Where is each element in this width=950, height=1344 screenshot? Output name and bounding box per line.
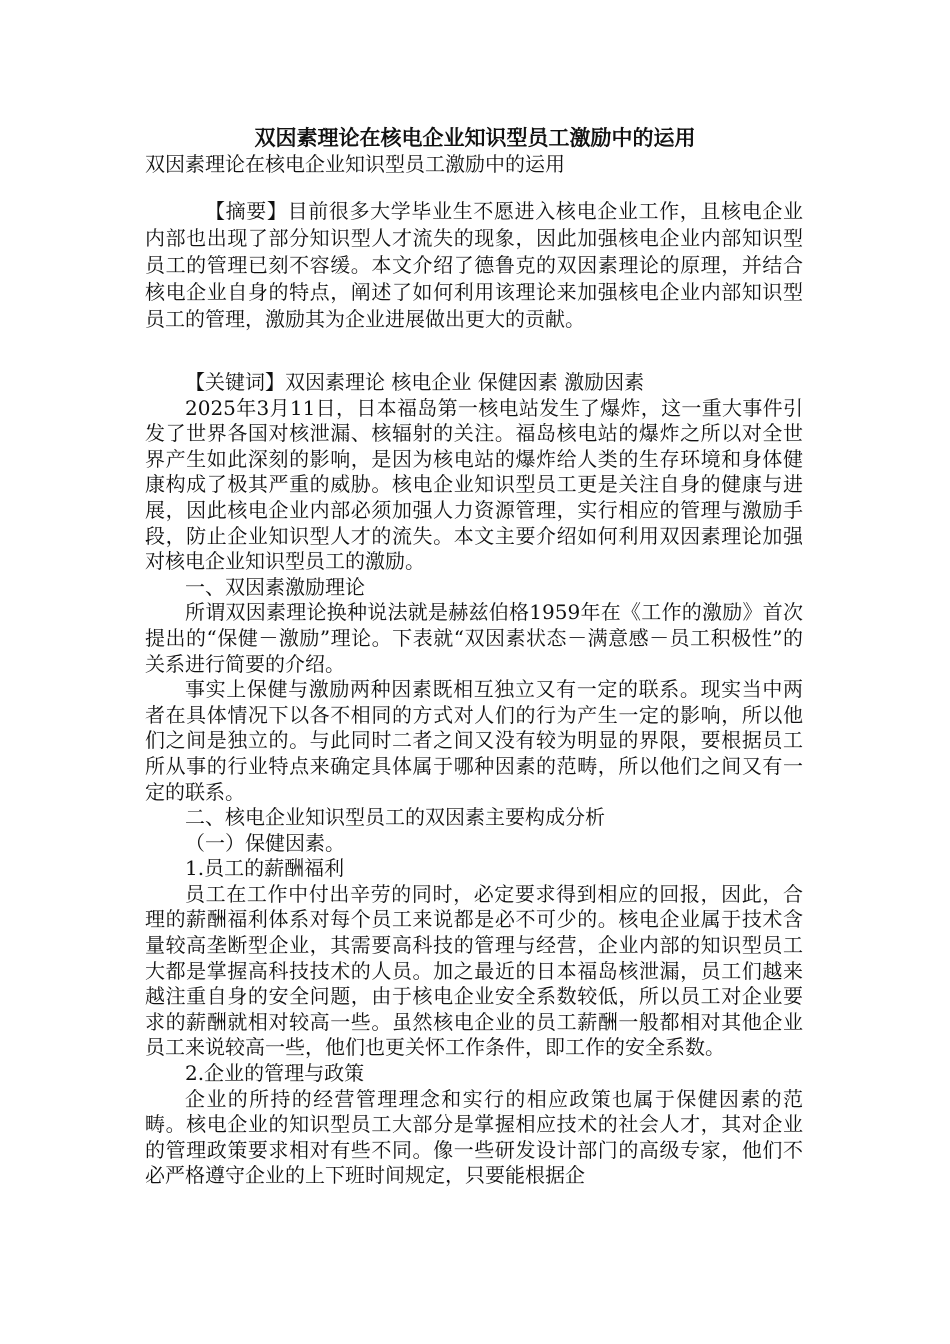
document-subtitle: 双因素理论在核电企业知识型员工激励中的运用: [145, 152, 565, 176]
keywords-line: 【关键词】双因素理论 核电企业 保健因素 激励因素: [185, 370, 645, 394]
document-title: 双因素理论在核电企业知识型员工激励中的运用: [254, 125, 696, 150]
item-heading: 2.企业的管理与政策: [185, 1061, 365, 1086]
section-heading: 二、核电企业知识型员工的双因素主要构成分析: [185, 805, 605, 830]
abstract-paragraph: 【摘要】目前很多大学毕业生不愿进入核电企业工作，且核电企业内部也出现了部分知识型人才流失的现象，因此加强核电企业内部知识型员工的管理已刻不容缓。本文介绍了德鲁克的双因素理论的原理，并结合核电企业自身的特点，阐述了如何利用该理论来加强核电企业内部知识型员工的管理，激励其为企业进展做出更大的贡献。: [145, 199, 803, 331]
body-paragraph: 2025年3月11日，日本福岛第一核电站发生了爆炸，这一重大事件引发了世界各国对核泄漏、核辐射的关注。福岛核电站的爆炸之所以对全世界产生如此深刻的影响，是因为核电站的爆炸给人类的生存环境和身体健康构成了极其严重的威胁。核电企业知识型员工更是关注自身的健康与进展，因此核电企业内部必须加强人力资源管理，实行相应的管理与激励手段，防止企业知识型人才的流失。本文主要介绍如何利用双因素理论加强对核电企业知识型员工的激励。: [145, 395, 803, 574]
body-paragraph: 事实上保健与激励两种因素既相互独立又有一定的联系。现实当中两者在具体情况下以各不相同的方式对人们的行为产生一定的影响，所以他们之间是独立的。与此同时二者之间又没有较为明显的界限，要根据员工所从事的行业特点来确定具体属于哪种因素的范畴，所以他们之间又有一定的联系。: [145, 677, 803, 804]
document-body: [145, 370, 803, 1189]
subsection-heading: （一）保健因素。: [185, 830, 345, 855]
body-paragraph: 员工在工作中付出辛劳的同时，必定要求得到相应的回报，因此，合理的薪酬福利体系对每个员工来说都是必不可少的。核电企业属于技术含量较高垄断型企业，其需要高科技的管理与经营，企业内部的知识型员工大都是掌握高科技技术的人员。加之最近的日本福岛核泄漏，员工们越来越注重自身的安全问题，由于核电企业安全系数较低，所以员工对企业要求的薪酬就相对较高一些。虽然核电企业的员工薪酬一般都相对其他企业员工来说较高一些，他们也更关怀工作条件，即工作的安全系数。: [145, 881, 803, 1060]
body-paragraph: 企业的所持的经营管理理念和实行的相应政策也属于保健因素的范畴。核电企业的知识型员工大部分是掌握相应技术的社会人才，其对企业的管理政策要求相对有些不同。像一些研发设计部门的高级专家，他们不必严格遵守企业的上下班时间规定，只要能根据企: [145, 1086, 803, 1188]
body-paragraph: 所谓双因素理论换种说法就是赫兹伯格1959年在《工作的激励》首次提出的“保健－激励”理论。下表就“双因素状态－满意感－员工积极性”的关系进行简要的介绍。: [145, 600, 803, 676]
section-heading: 一、双因素激励理论: [185, 574, 365, 599]
item-heading: 1.员工的薪酬福利: [185, 856, 345, 881]
